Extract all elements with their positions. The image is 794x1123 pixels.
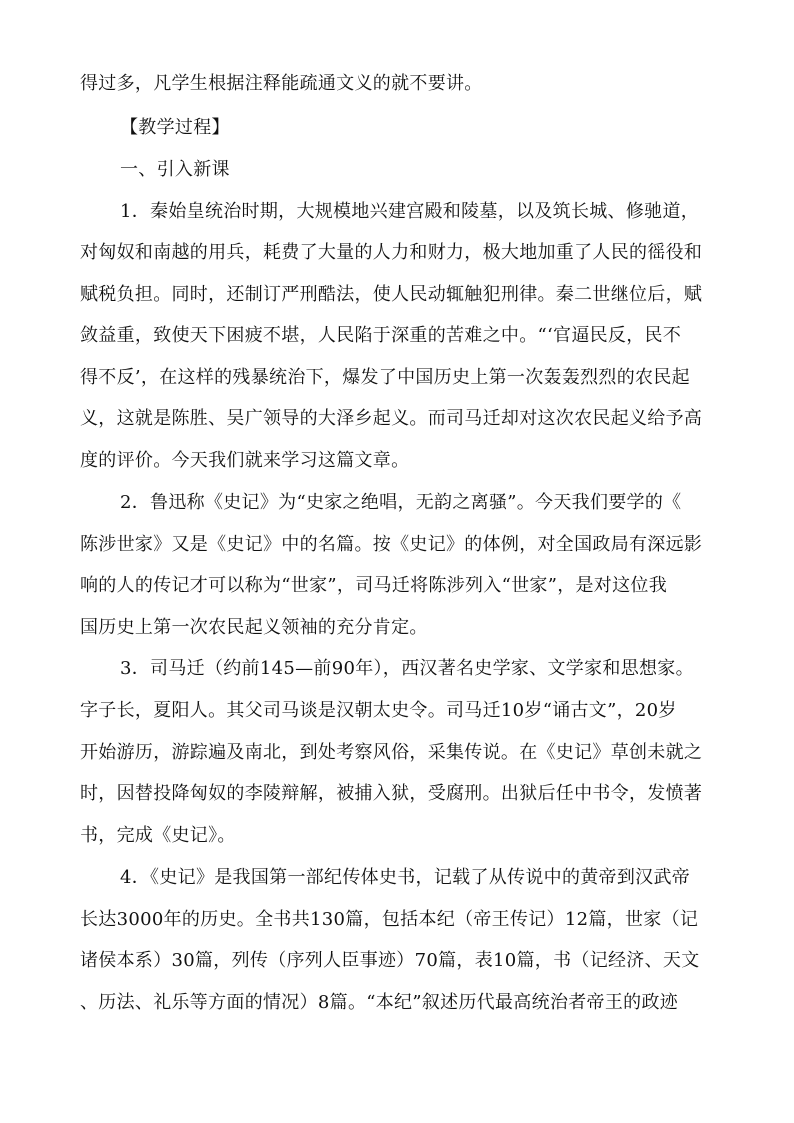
- paragraph-1-line: 1．秦始皇统治时期，大规模地兴建宫殿和陵墓，以及筑长城、修驰道，: [120, 201, 700, 222]
- paragraph-3-line: 3．司马迁（约前145—前90年），西汉著名史学家、文学家和思想家。: [120, 658, 694, 679]
- section-heading-teaching-process: 【教学过程】: [120, 117, 230, 138]
- paragraph-2-line: 响的人的传记才可以称为“世家”，司马迁将陈涉列入“世家”，是对这位我: [80, 575, 668, 596]
- paragraph-3-line: 时，因替投降匈奴的李陵辩解，被捕入狱，受腐刑。出狱后任中书令，发愤著: [80, 783, 703, 804]
- paragraph-2-line: 国历史上第一次农民起义领袖的充分肯定。: [80, 617, 428, 638]
- paragraph-3-line: 开始游历，游踪遍及南北，到处考察风俗，采集传说。在《史记》草创未就之: [80, 742, 703, 763]
- paragraph-1-line: 敛益重，致使天下困疲不堪，人民陷于深重的苦难之中。“‘官逼民反，民不: [80, 325, 682, 346]
- text-line: 得过多，凡学生根据注释能疏通文义的就不要讲。: [80, 73, 483, 94]
- paragraph-1-line: 对匈奴和南越的用兵，耗费了大量的人力和财力，极大地加重了人民的徭役和: [80, 242, 703, 263]
- paragraph-3-line: 书，完成《史记》。: [80, 825, 236, 846]
- paragraph-2-line: 陈涉世家》又是《史记》中的名篇。按《史记》的体例，对全国政局有深远影: [80, 534, 703, 555]
- paragraph-2-line: 2．鲁迅称《史记》为“史家之绝唱，无韵之离骚”。今天我们要学的《: [120, 492, 682, 513]
- subsection-heading-introduction: 一、引入新课: [120, 159, 230, 180]
- paragraph-4-line: 长达3000年的历史。全书共130篇，包括本纪（帝王传记）12篇，世家（记: [80, 909, 699, 930]
- paragraph-4-line: 4．《史记》是我国第一部纪传体史书，记载了从传说中的黄帝到汉武帝: [120, 867, 691, 888]
- paragraph-1-line: 义，这就是陈胜、吴广领导的大泽乡起义。而司马迁却对这次农民起义给予高: [80, 408, 703, 429]
- paragraph-4-line: 诸侯本系）30篇，列传（序列人臣事迹）70篇，表10篇，书（记经济、天文: [80, 950, 700, 971]
- paragraph-1-line: 得不反’，在这样的残暴统治下，爆发了中国历史上第一次轰轰烈烈的农民起: [80, 367, 690, 388]
- paragraph-1-line: 赋税负担。同时，还制订严刑酷法，使人民动辄触犯刑律。秦二世继位后，赋: [80, 284, 703, 305]
- paragraph-1-line: 度的评价。今天我们就来学习这篇文章。: [80, 450, 410, 471]
- paragraph-4-line: 、历法、礼乐等方面的情况）8篇。“本纪”叙述历代最高统治者帝王的政迹: [80, 992, 679, 1013]
- paragraph-3-line: 字子长，夏阳人。其父司马谈是汉朝太史令。司马迁10岁“诵古文”，20岁: [80, 700, 677, 721]
